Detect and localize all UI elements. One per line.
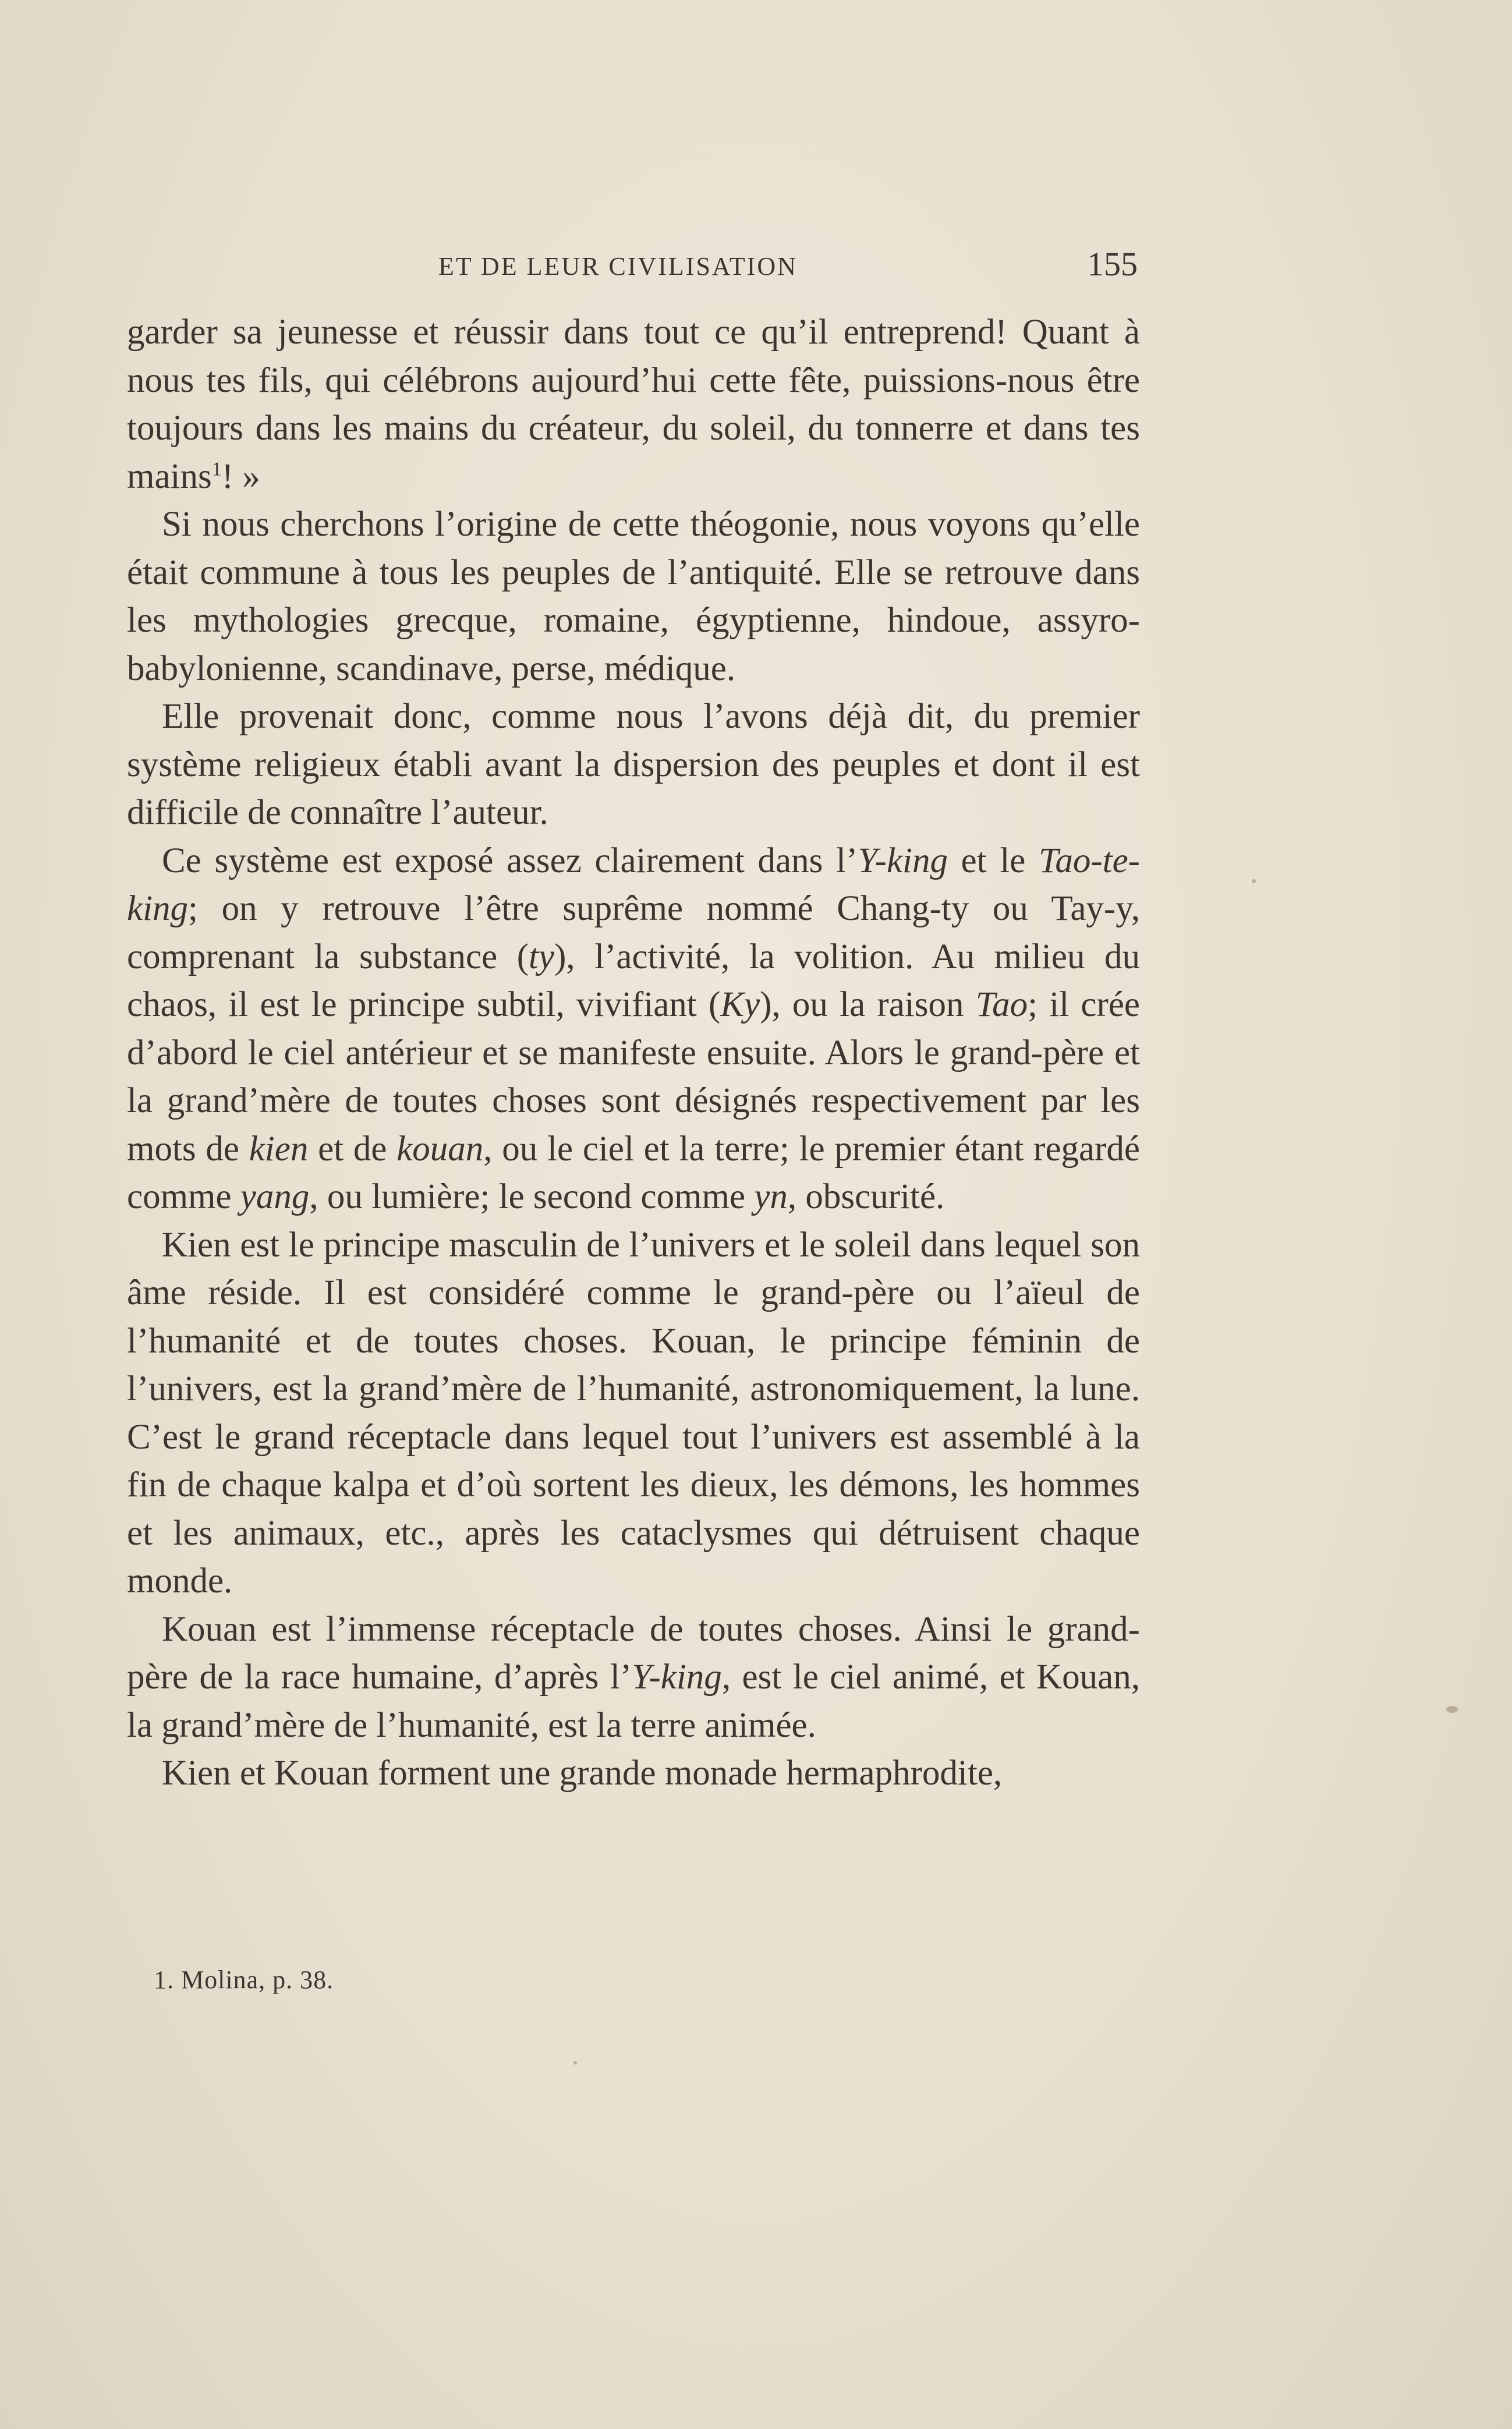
footnote-ref: 1 [211, 458, 222, 480]
text-run: ; on y retrouve l’être suprême nommé Chang-ty ou Tay-y, comprenant la substance ( [127, 889, 1140, 976]
text-run: , obscurité. [787, 1177, 945, 1216]
body-text [127, 309, 1140, 1798]
italic-term: kien [249, 1129, 309, 1169]
paragraph: Kien est le principe masculin de l’univers et le soleil dans lequel son âme réside. Il est considéré comme le grand-père ou l’aïeul de l’humanité et de toutes choses. Kouan, le principe féminin de l’univers, est la grand’mère de l’humanité, astronomiquement, la lune. C’est le grand réceptacle dans lequel tout l’univers est assemblé à la fin de chaque kalpa et d’où sortent les dieux, les démons, les hommes et les animaux, etc., après les cataclysmes qui détruisent chaque monde. [127, 1225, 1140, 1601]
text-run: , ou lumière; le second comme [309, 1177, 755, 1216]
text-run: garder sa jeunesse et réussir dans tout ce qu’il entreprend! Quant à nous tes fils, qui célébrons aujourd’hui cette fête, puissions-nous être toujours dans les mains du créateur, du soleil, du tonnerre et dans tes mains [127, 313, 1140, 496]
text-run: ), ou la raison [760, 985, 976, 1024]
text-run: , ou le ciel et la terre; le premier étant regardé comme [127, 1129, 1140, 1216]
page-number: 155 [1087, 245, 1138, 283]
text-run: Kouan est l’immense réceptacle de toutes choses. Ainsi le grand-père de la race humaine, d’après l’ [127, 1609, 1140, 1697]
text-run: Ce système est exposé assez clairement dans l’ [162, 841, 858, 880]
paragraph [127, 1606, 1140, 1750]
paragraph [127, 309, 1140, 501]
text-run: ), l’activité, la volition. Au milieu du chaos, il est le principe subtil, vivifiant ( [127, 937, 1140, 1024]
footnote: 1. Molina, p. 38. [154, 1966, 334, 1994]
text-run: ; il crée d’abord le ciel antérieur et se manifeste ensuite. Alors le grand-père et la grand’mère de toutes choses sont désignés respectivement par les mots de [127, 985, 1140, 1169]
page-header [127, 245, 1140, 291]
italic-term: Tao [975, 985, 1028, 1024]
text-run: ! » [221, 456, 260, 496]
text-run: , est le ciel animé, et Kouan, la grand’mère de l’humanité, est la terre animée. [127, 1658, 1140, 1745]
paper-speck [1446, 1706, 1458, 1713]
italic-term: yn [754, 1177, 788, 1216]
italic-term: Y-king [632, 1658, 722, 1697]
italic-term: Y-king [858, 841, 948, 880]
paper-speck [1252, 879, 1256, 883]
paragraph: Si nous cherchons l’origine de cette théogonie, nous voyons qu’elle était commune à tous les peuples de l’antiquité. Elle se retrouve dans les mythologies grecque, romaine, égyptienne, hindoue, assyro-babylonienne, scandinave, perse, médique. [127, 505, 1140, 688]
text-run: et de [308, 1129, 397, 1169]
italic-term: Ky [720, 985, 760, 1024]
italic-term: ty [529, 937, 555, 976]
italic-term: kouan [396, 1129, 484, 1169]
paragraph [127, 837, 1140, 1221]
italic-term: yang [240, 1177, 310, 1216]
running-title: ET DE LEUR CIVILISATION [438, 252, 798, 281]
paragraph: Kien et Kouan forment une grande monade hermaphrodite, [162, 1754, 1003, 1793]
paragraph: Elle provenait donc, comme nous l’avons déjà dit, du premier système religieux établi avant la dispersion des peuples et dont il est difficile de connaître l’auteur. [127, 697, 1140, 832]
text-run: et le [947, 841, 1039, 880]
italic-term: Tao-te-king [127, 841, 1140, 928]
paper-speck [573, 2061, 577, 2065]
